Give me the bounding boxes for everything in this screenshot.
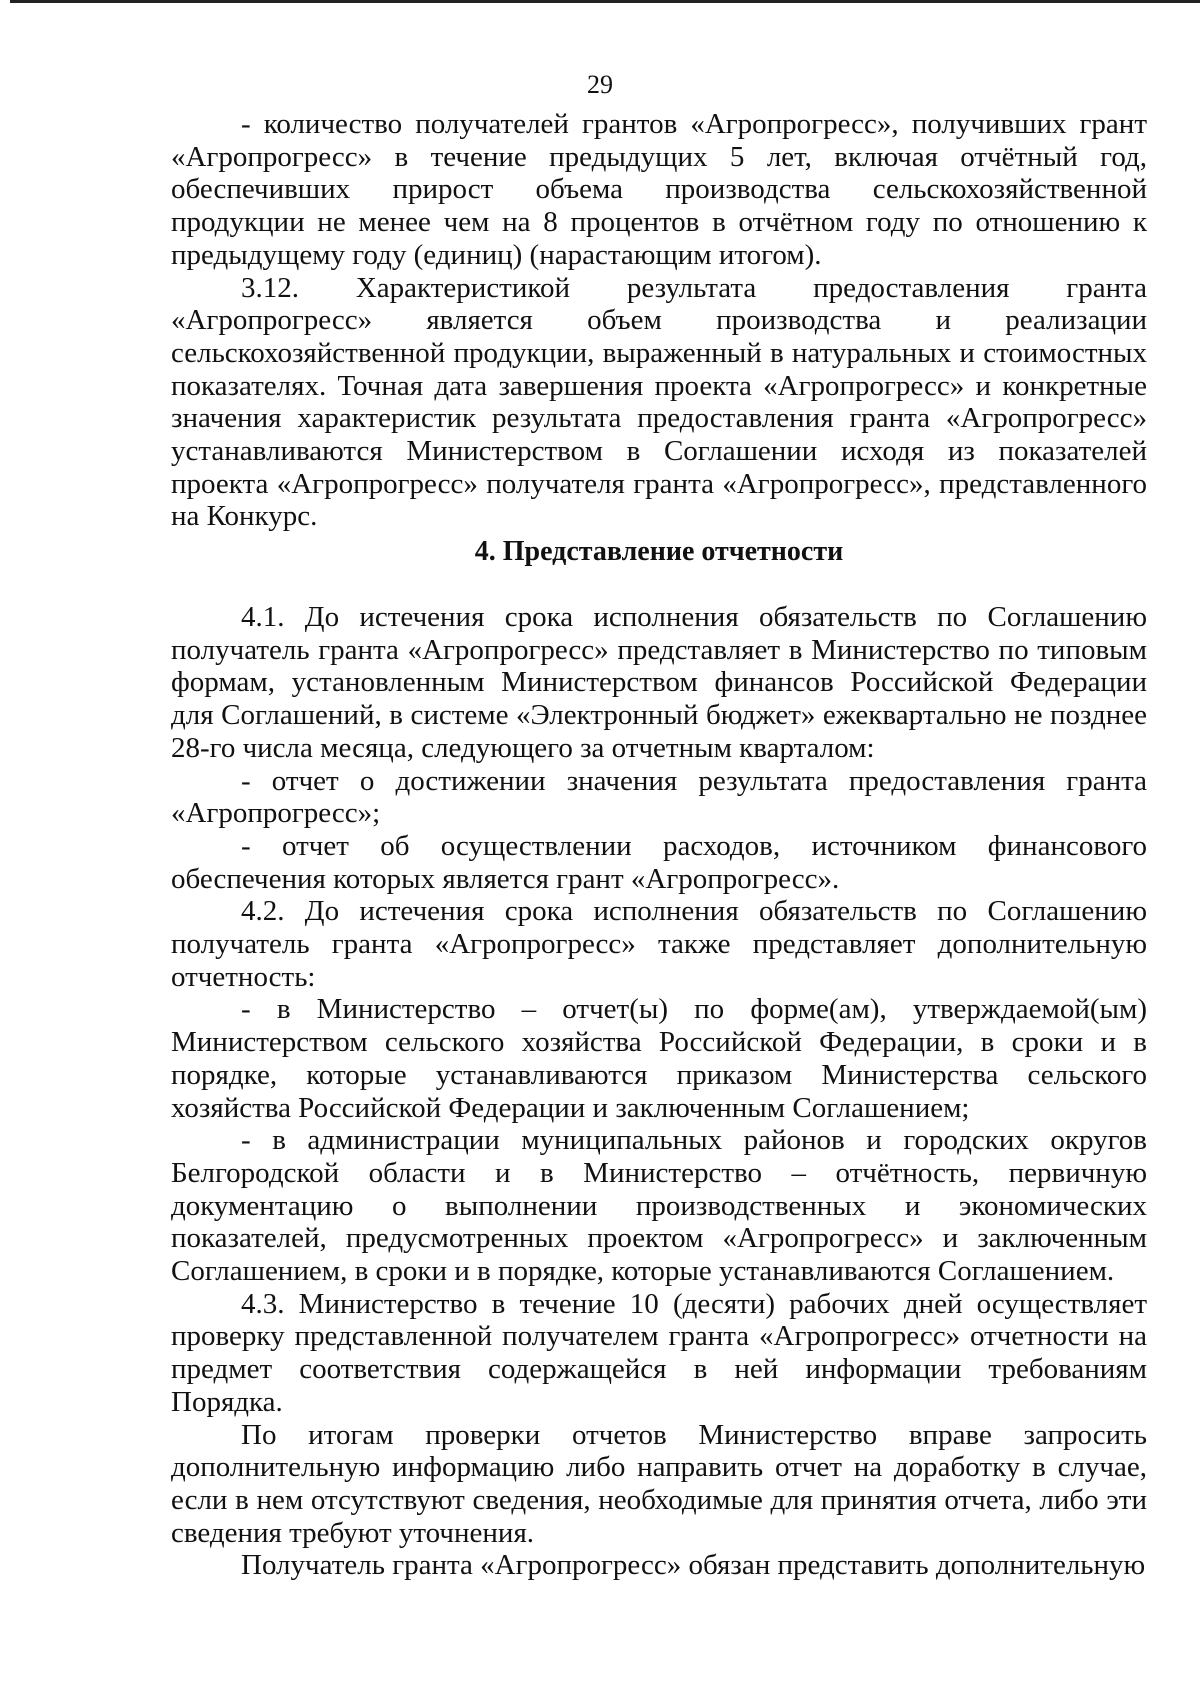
page-number: 29 [587, 70, 613, 99]
paragraph-4-1-item-1: - отчет о достижении значения результата предоставления гранта «Агропрогресс»; [171, 764, 1147, 830]
paragraph-4-2: 4.2. До истечения срока исполнения обязательств по Соглашению получатель гранта «Агропрогресс» также представляет дополнительную отчетность: [171, 895, 1147, 993]
paragraph-4-2-item-1: - в Министерство – отчет(ы) по форме(ам), утверждаемой(ым) Министерством сельского хозяйства Российской Федерации, в сроки и в порядке, которые устанавливаются приказом Министерства сельского хозяйства Российской Федерации и заключенным Соглашением; [171, 993, 1147, 1124]
paragraph-4-2-item-2: - в администрации муниципальных районов и городских округов Белгородской области и в Министерство – отчётность, первичную документацию о выполнении производственных и экономических показателей, предусмотренных проектом «Агропрогресс» и заключенным Соглашением, в сроки и в порядке, которые устанавливаются Соглашением. [171, 1124, 1147, 1288]
section-3-continuation [171, 108, 1147, 533]
paragraph-4-3-review: По итогам проверки отчетов Министерство вправе запросить дополнительную информацию либо направить отчет на доработку в случае, если в нем отсутствуют сведения, необходимые для принятия отчета, либо эти сведения требуют уточнения. [171, 1418, 1147, 1549]
paragraph-4-1: 4.1. До истечения срока исполнения обязательств по Соглашению получатель гранта «Агропрогресс» представляет в Министерство по типовым формам, установленным Министерством финансов Российской Федерации для Соглашений, в системе «Электронный бюджет» ежеквартально не позднее 28-го числа месяца, следующего за отчетным кварталом: [171, 601, 1147, 764]
paragraph-4-1-item-2: - отчет об осуществлении расходов, источником финансового обеспечения которых является грант «Агропрогресс». [171, 829, 1147, 895]
paragraph-4-3-obligation: Получатель гранта «Агропрогресс» обязан представить дополнительную [241, 1549, 1146, 1582]
scan-top-border [10, 0, 1200, 3]
paragraph-4-3: 4.3. Министерство в течение 10 (десяти) рабочих дней осуществляет проверку представленной получателем гранта «Агропрогресс» отчетности на предмет соответствия содержащейся в ней информации требованиям Порядка. [171, 1287, 1147, 1418]
section-4-body [171, 601, 1147, 1582]
paragraph-3-11-bullet: - количество получателей грантов «Агропрогресс», получивших грант «Агропрогресс» в течение предыдущих 5 лет, включая отчётный год, обеспечивших прирост объема производства сельскохозяйственной продукции не менее чем на 8 процентов в отчётном году по отношению к предыдущему году (единиц) (нарастающим итогом). [171, 108, 1147, 271]
paragraph-3-12: 3.12. Характеристикой результата предоставления гранта «Агропрогресс» является объем производства и реализации сельскохозяйственной продукции, выраженный в натуральных и стоимостных показателях. Точная дата завершения проекта «Агропрогресс» и конкретные значения характеристик результата предоставления гранта «Агропрогресс» устанавливаются Министерством в Соглашении исходя из показателей проекта «Агропрогресс» получателя гранта «Агропрогресс», представленного на Конкурс. [171, 271, 1147, 533]
section-4-heading: 4. Представление отчетности [474, 536, 844, 567]
